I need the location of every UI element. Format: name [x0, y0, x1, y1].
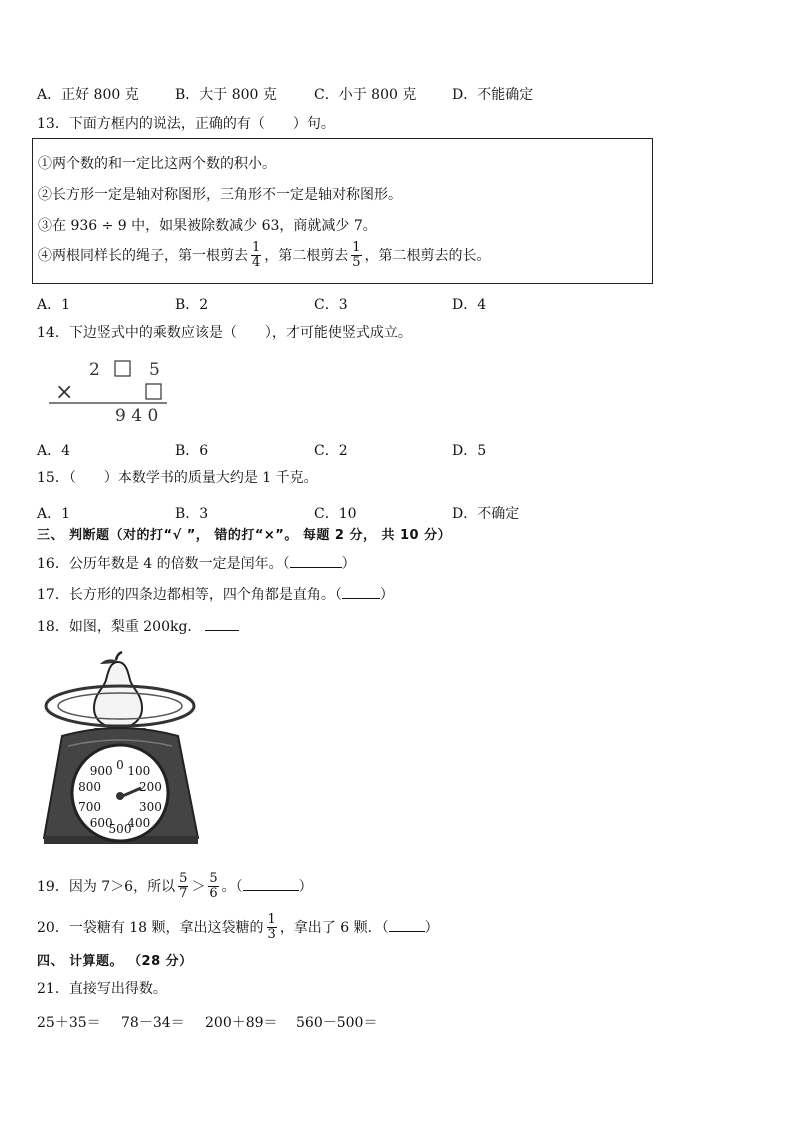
q14-option-b: B．6 [175, 443, 209, 459]
q14-stem: 14．下边竖式中的乘数应该是（ ），才可能使竖式成立。 [37, 325, 412, 341]
q14-vertical-multiplication [45, 355, 175, 427]
fraction-denominator: 5 [352, 255, 361, 271]
times-sign: × [55, 380, 74, 405]
q13-option-d: D．4 [452, 297, 487, 313]
pear-on-scale-illustration [38, 650, 213, 858]
q13-s4-part-a: ④两根同样长的绳子，第一根剪去 [38, 247, 248, 264]
q19-greater-than: ＞ [191, 878, 206, 895]
q17 [37, 586, 394, 602]
q14-option-c: C．2 [314, 443, 348, 459]
q15-option-c: C．10 [314, 506, 357, 522]
q17-text: 17．长方形的四条边都相等，四个角都是直角。（ [37, 587, 342, 603]
q14-option-d: D．5 [452, 443, 487, 459]
q21-expression-2: 78－34＝ [121, 1015, 185, 1031]
fraction-numerator: 5 [179, 871, 188, 886]
fraction-numerator: 1 [352, 240, 361, 255]
q13-statement-3: ③在 936 ÷ 9 中，如果被除数减少 63，商就减少 7。 [38, 218, 377, 234]
section-4-heading: 四、 计算题。 （28 分） [37, 954, 193, 969]
q20-part-a: 20．一袋糖有 18 颗，拿出这袋糖的 [37, 919, 264, 936]
q13-stem: 13．下面方框内的说法，正确的有（ ）句。 [37, 116, 335, 132]
q21-stem: 21．直接写出得数。 [37, 981, 167, 997]
q15-option-a: A．1 [37, 506, 71, 522]
q17-close: ） [379, 587, 394, 603]
q19-answer-blank[interactable] [243, 878, 299, 891]
q20-answer-blank[interactable] [389, 919, 425, 932]
q13-option-c: C．3 [314, 297, 348, 313]
q17-answer-blank[interactable] [342, 586, 380, 599]
q14-options [37, 440, 637, 459]
fraction-denominator: 7 [179, 886, 188, 902]
fraction-numerator: 5 [209, 871, 218, 886]
unknown-digit-box [115, 361, 130, 376]
dial-center [116, 792, 124, 800]
q13-fraction-2 [351, 241, 361, 271]
section-3-heading: 三、 判断题（对的打“√ ”， 错的打“×”。 每题 2 分， 共 10 分） [37, 528, 452, 543]
q13-s4-part-b: ，第二根剪去 [264, 247, 349, 264]
fraction-denominator: 3 [267, 927, 276, 943]
q20-fraction [267, 913, 277, 943]
q18-text: 18．如图，梨重 200kg． [37, 619, 202, 635]
fraction-denominator: 4 [252, 255, 261, 271]
q13-statement-box [32, 138, 653, 284]
dial-label-600: 600 [89, 815, 113, 830]
q19 [37, 872, 313, 902]
q19-part-a: 19．因为 7＞6，所以 [37, 878, 176, 895]
dial-label-800: 800 [78, 780, 102, 795]
vertical-top-right-digit: 5 [149, 360, 160, 380]
q15-stem: 15．（ ）本数学书的质量大约是 1 千克。 [37, 470, 318, 486]
q21-expression-4: 560－500＝ [296, 1015, 378, 1031]
q16 [37, 555, 356, 571]
q13-option-b: B．2 [175, 297, 209, 313]
q13-fraction-1 [251, 241, 261, 271]
q16-text: 16．公历年数是 4 的倍数一定是闰年。（ [37, 556, 290, 572]
q19-part-b: 。（ [221, 878, 243, 895]
q13-statement-1: ①两个数的和一定比这两个数的积小。 [38, 156, 276, 172]
q18 [37, 618, 239, 634]
vertical-result: 9 4 0 [115, 406, 159, 426]
pear-stem-icon [116, 652, 122, 660]
dial-label-900: 900 [89, 764, 113, 779]
q13-statement-2: ②长方形一定是轴对称图形，三角形不一定是轴对称图形。 [38, 187, 402, 203]
fraction-numerator: 1 [267, 912, 276, 927]
q19-fraction-2 [208, 872, 218, 902]
multiplier-digit-box [146, 384, 161, 399]
dial-label-400: 400 [127, 815, 151, 830]
q16-answer-blank[interactable] [290, 555, 342, 568]
q18-answer-blank[interactable] [205, 618, 239, 631]
q19-fraction-1 [178, 872, 188, 902]
dial-label-300: 300 [138, 799, 162, 814]
q21-expression-1: 25＋35＝ [37, 1015, 101, 1031]
q21-expression-3: 200＋89＝ [205, 1015, 278, 1031]
q12-option-c: C．小于 800 克 [314, 87, 417, 103]
dial-label-700: 700 [78, 799, 102, 814]
q12-options [37, 84, 637, 103]
q13-s4-part-c: ，第二根剪去的长。 [364, 247, 491, 264]
q20 [37, 913, 439, 943]
q12-option-b: B．大于 800 克 [175, 87, 277, 103]
q15-option-d: D．不确定 [452, 506, 520, 522]
fraction-numerator: 1 [252, 240, 261, 255]
q15-option-b: B．3 [175, 506, 209, 522]
dial-label-200: 200 [138, 780, 162, 795]
q19-close: ） [298, 878, 313, 895]
dial-label-100: 100 [127, 764, 151, 779]
fraction-denominator: 6 [209, 886, 218, 902]
q13-option-a: A．1 [37, 297, 71, 313]
q13-statement-4 [38, 241, 491, 271]
q16-close: ） [341, 556, 356, 572]
q20-part-b: ，拿出了 6 颗．（ [279, 919, 389, 936]
q13-options [37, 294, 637, 313]
vertical-top-left-digit: 2 [89, 360, 100, 380]
q14-option-a: A．4 [37, 443, 71, 459]
q12-option-a: A．正好 800 克 [37, 87, 139, 103]
dial-label-0: 0 [116, 758, 124, 772]
q12-option-d: D．不能确定 [452, 87, 534, 103]
q20-close: ） [424, 919, 439, 936]
dial-label-500: 500 [108, 822, 132, 836]
q15-options [37, 503, 637, 522]
q21-expressions [37, 1012, 637, 1031]
